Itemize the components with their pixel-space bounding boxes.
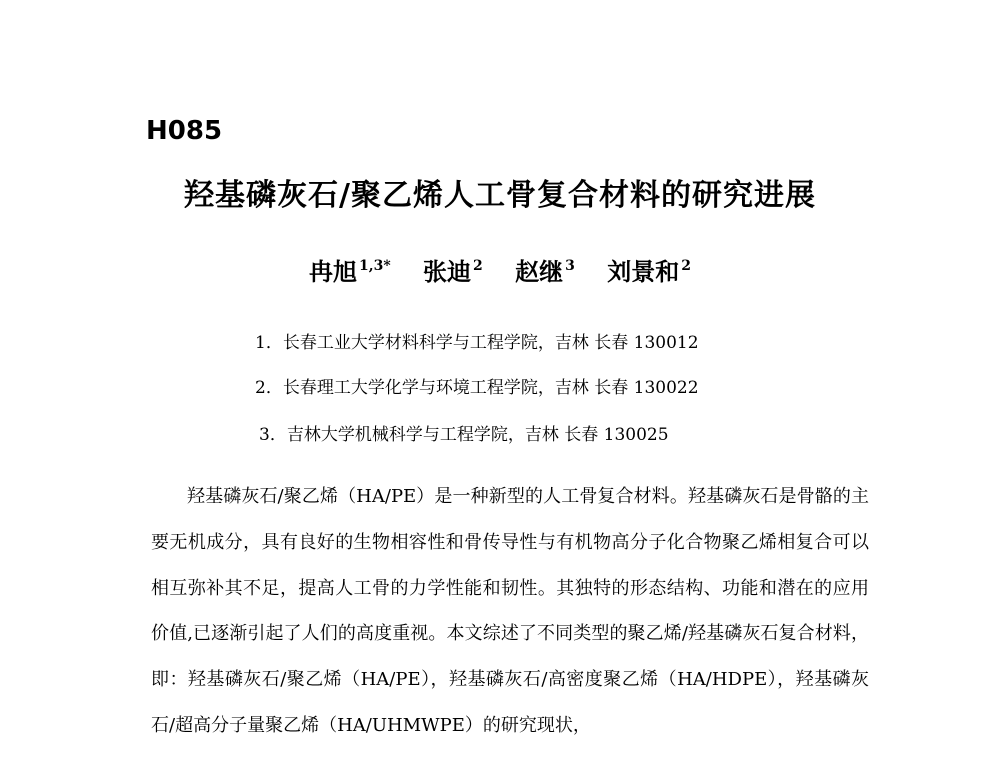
- affiliation: 1．长春工业大学材料科学与工程学院，吉林 长春 130012: [255, 333, 699, 353]
- author-name: 冉旭: [308, 258, 357, 286]
- author: [515, 252, 575, 287]
- author-affiliation-marker: 3: [565, 258, 575, 274]
- author: [423, 252, 483, 287]
- paper-title: 羟基磷灰石/聚乙烯人工骨复合材料的研究进展: [184, 178, 816, 213]
- author-affiliation-marker: 2: [681, 258, 691, 274]
- author: [309, 252, 391, 287]
- affiliation: 3．吉林大学机械科学与工程学院，吉林 长春 130025: [259, 425, 669, 445]
- abstract-text: 羟基磷灰石/聚乙烯（HA/PE）是一种新型的人工骨复合材料。羟基磷灰石是骨骼的主要无机成分，具有良好的生物相容性和骨传导性与有机物高分子化合物聚乙烯相复合可以相互弥补其不足，提高人工骨的力学性能和韧性。其独特的形态结构、功能和潜在的应用价值,已逐渐引起了人们的高度重视。本文综述了不同类型的聚乙烯/羟基磷灰石复合材料，即：羟基磷灰石/聚乙烯（HA/PE），羟基磷灰石/高密度聚乙烯（HA/HDPE），羟基磷灰石/超高分子量聚乙烯（HA/UHMWPE）的研究现状，: [151, 486, 869, 736]
- author-affiliation-marker: 1,3*: [358, 258, 391, 274]
- paper-code: H085: [146, 116, 223, 146]
- author-list: [0, 252, 1000, 287]
- author: [607, 252, 691, 287]
- author-name: 赵继: [515, 258, 564, 286]
- author-name: 刘景和: [607, 258, 680, 286]
- affiliation: 2．长春理工大学化学与环境工程学院，吉林 长春 130022: [255, 378, 699, 398]
- author-name: 张迪: [423, 258, 472, 286]
- author-affiliation-marker: 2: [473, 258, 483, 274]
